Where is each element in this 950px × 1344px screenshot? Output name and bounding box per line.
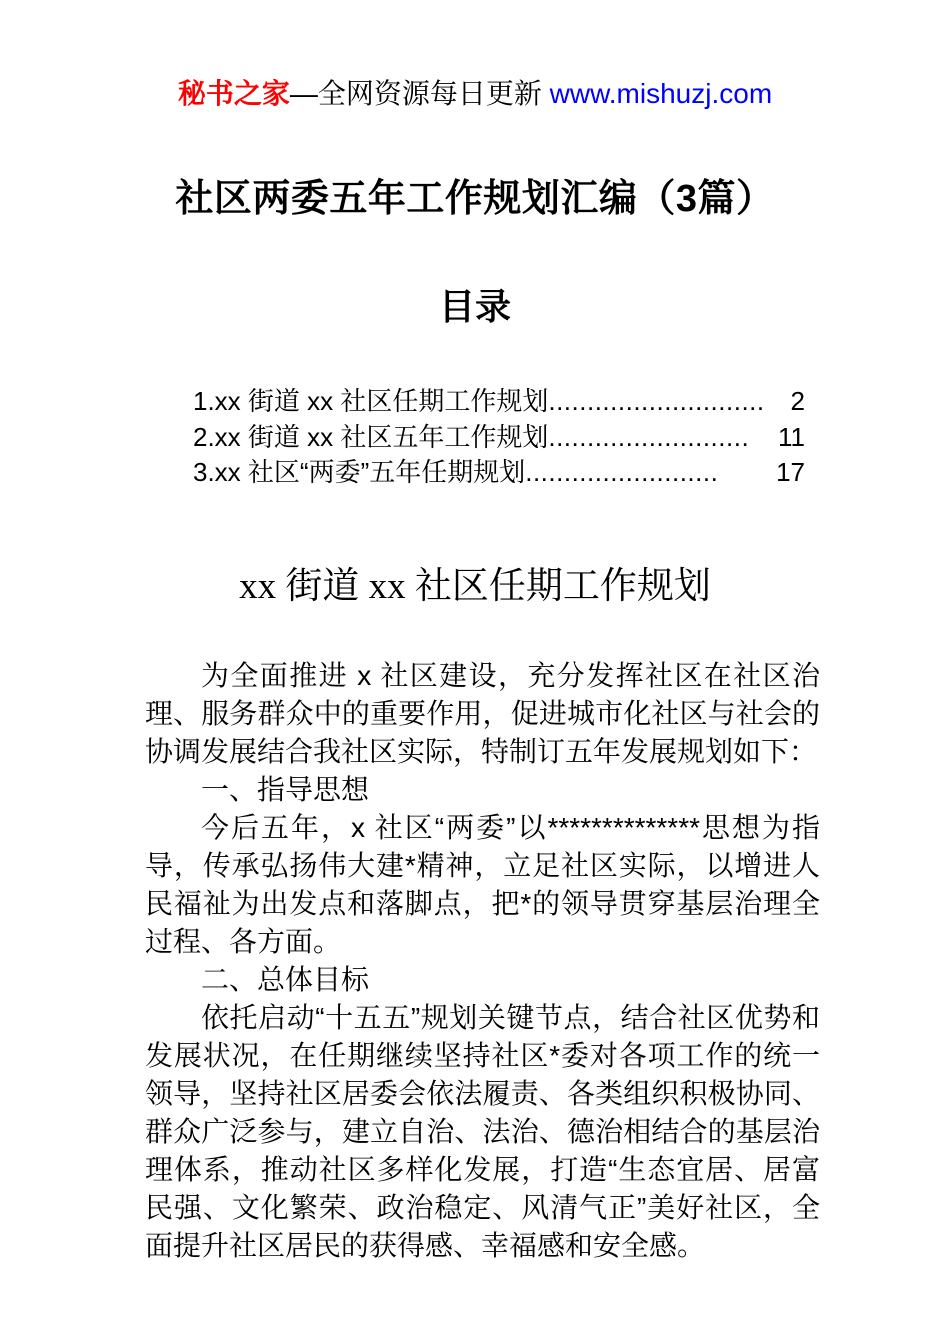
toc-item-page: 2 bbox=[790, 386, 805, 416]
toc-list bbox=[193, 384, 805, 491]
toc-item-label: 2.xx 街道 xx 社区五年工作规划 bbox=[193, 421, 549, 452]
site-url-link[interactable]: www.mishuzj.com bbox=[549, 78, 773, 109]
toc-item-page: 17 bbox=[776, 457, 805, 487]
toc-item-label: 3.xx 社区“两委”五年任期规划 bbox=[193, 457, 526, 487]
paragraph-overall-goals: 依托启动“十五五”规划关键节点，结合社区优势和发展状况，在任期继续坚持社区*委对各项工作的统一领导，坚持社区居委会依法履责、各类组织积极协同、群众广泛参与，建立自治、法治、德治相结合的基层治理体系，推动社区多样化发展，打造“生态宜居、居富民强、文化繁荣、政治稳定、风清气正”美好社区，全面提升社区居民的获得感、幸福感和安全感。 bbox=[145, 1001, 820, 1261]
toc-item-page: 11 bbox=[778, 421, 805, 452]
toc-item-3[interactable] bbox=[193, 455, 805, 491]
site-header bbox=[0, 0, 950, 112]
paragraph-guiding-ideology: 今后五年，x 社区“两委”以**************思想为指导，传承弘扬伟大建*精神，立足社区实际，以增进人民福祉为出发点和落脚点，把*的领导贯穿基层治理全过程、各方面。 bbox=[145, 811, 820, 957]
toc-item-1[interactable] bbox=[193, 384, 805, 420]
heading-guiding-ideology: 一、指导思想 bbox=[201, 773, 370, 805]
toc-item-2[interactable] bbox=[193, 420, 805, 456]
toc-item-leader: ............................ bbox=[548, 386, 765, 416]
heading-overall-goals: 二、总体目标 bbox=[201, 963, 370, 995]
toc-item-leader: ......................... bbox=[525, 457, 719, 487]
toc-item-label: 1.xx 街道 xx 社区任期工作规划 bbox=[193, 386, 549, 416]
paragraph-intro: 为全面推进 x 社区建设，充分发挥社区在社区治理、服务群众中的重要作用，促进城市化社区与社会的协调发展结合我社区实际，特制订五年发展规划如下： bbox=[145, 659, 820, 767]
site-brand: 秘书之家 bbox=[177, 78, 290, 109]
article-title: xx 街道 xx 社区任期工作规划 bbox=[239, 565, 711, 607]
toc-heading: 目录 bbox=[438, 286, 511, 327]
article-body bbox=[145, 657, 820, 1265]
document-title: 社区两委五年工作规划汇编（3篇） bbox=[175, 178, 775, 220]
site-tagline: —全网资源每日更新 bbox=[289, 78, 550, 109]
toc-item-leader: .......................... bbox=[548, 421, 750, 452]
